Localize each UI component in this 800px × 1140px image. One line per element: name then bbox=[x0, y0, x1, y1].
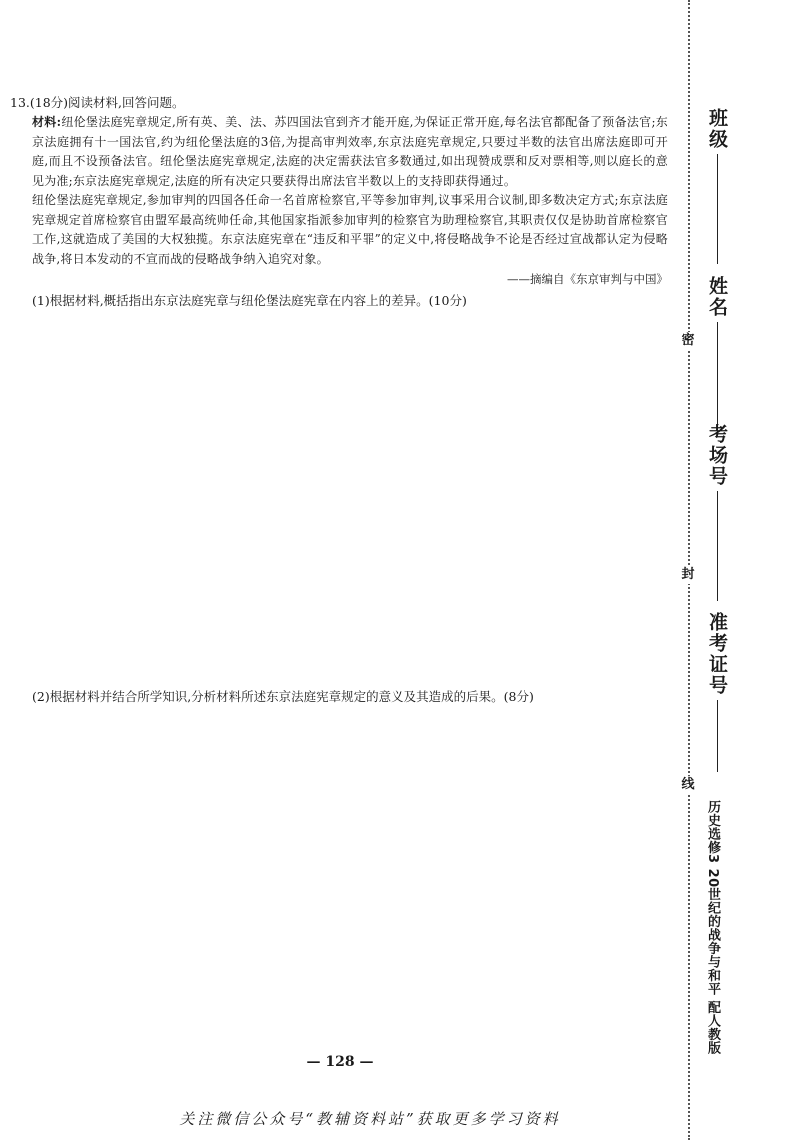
field-exam-room-label: 考场号 bbox=[706, 424, 728, 487]
footer-note: 关注微信公众号“教辅资料站”获取更多学习资料 bbox=[179, 1110, 561, 1128]
question-2: (2)根据材料并结合所学知识,分析材料所述东京法庭宪章规定的意义及其造成的后果。(8分) bbox=[32, 689, 534, 704]
material-source: ——摘编自《东京审判与中国》 bbox=[507, 272, 668, 286]
subject-label: 历史选修3 20世纪的战争与和平 配人教版 bbox=[705, 800, 720, 1055]
field-class-line[interactable] bbox=[717, 154, 718, 264]
question-1: (1)根据材料,概括指出东京法庭宪章与纽伦堡法庭宪章在内容上的差异。(10分) bbox=[32, 293, 467, 308]
seal-mark-xian: 线 bbox=[679, 776, 697, 794]
material-paragraph-2: 纽伦堡法庭宪章规定,参加审判的四国各任命一名首席检察官,平等参加审判,议事采用合议制,即多数决定方式;东京法庭宪章规定首席检察官由盟军最高统帅任命,其他国家指派参加审判的检察官为助理检察官,其职责仅仅是协助首席检察官工作,这就造成了美国的大权独揽。东京法庭宪章在“违反和平罪”的定义中,将侵略战争不论是否经过宣战都认定为侵略战争,将日本发动的不宣而战的侵略战争纳入追究对象。 bbox=[32, 193, 668, 266]
seal-mark-mi: 密 bbox=[679, 332, 697, 350]
field-class-label: 班级 bbox=[706, 108, 728, 150]
field-class[interactable] bbox=[700, 108, 734, 264]
material-label: 材料: bbox=[32, 115, 62, 129]
field-exam-room[interactable] bbox=[700, 424, 734, 601]
field-admission-number-label: 准考证号 bbox=[706, 612, 728, 696]
field-name-line[interactable] bbox=[717, 322, 718, 432]
field-name[interactable] bbox=[700, 276, 734, 432]
material-text bbox=[32, 113, 668, 269]
field-admission-number[interactable] bbox=[700, 612, 734, 772]
seal-mark-feng: 封 bbox=[679, 566, 697, 584]
field-exam-room-line[interactable] bbox=[717, 491, 718, 601]
material-paragraph-1: 纽伦堡法庭宪章规定,所有英、美、法、苏四国法官到齐才能开庭,为保证正常开庭,每名法官都配备了预备法官;东京法庭拥有十一国法官,约为纽伦堡法庭的3倍,为提高审判效率,东京法庭宪章规定,只要过半数的法官出席法庭即可开庭,而且不设预备法官。纽伦堡法庭宪章规定,法庭的决定需获法官多数通过,如出现赞成票和反对票相等,则以庭长的意见为准;东京法庭宪章规定,法庭的所有决定只要获得出席法官半数以上的支持即获得通过。 bbox=[32, 115, 668, 188]
field-admission-number-line[interactable] bbox=[717, 700, 718, 772]
page-number: — 128 — bbox=[306, 1054, 374, 1070]
field-name-label: 姓名 bbox=[706, 276, 728, 318]
question-head: 13.(18分)阅读材料,回答问题。 bbox=[10, 95, 185, 110]
